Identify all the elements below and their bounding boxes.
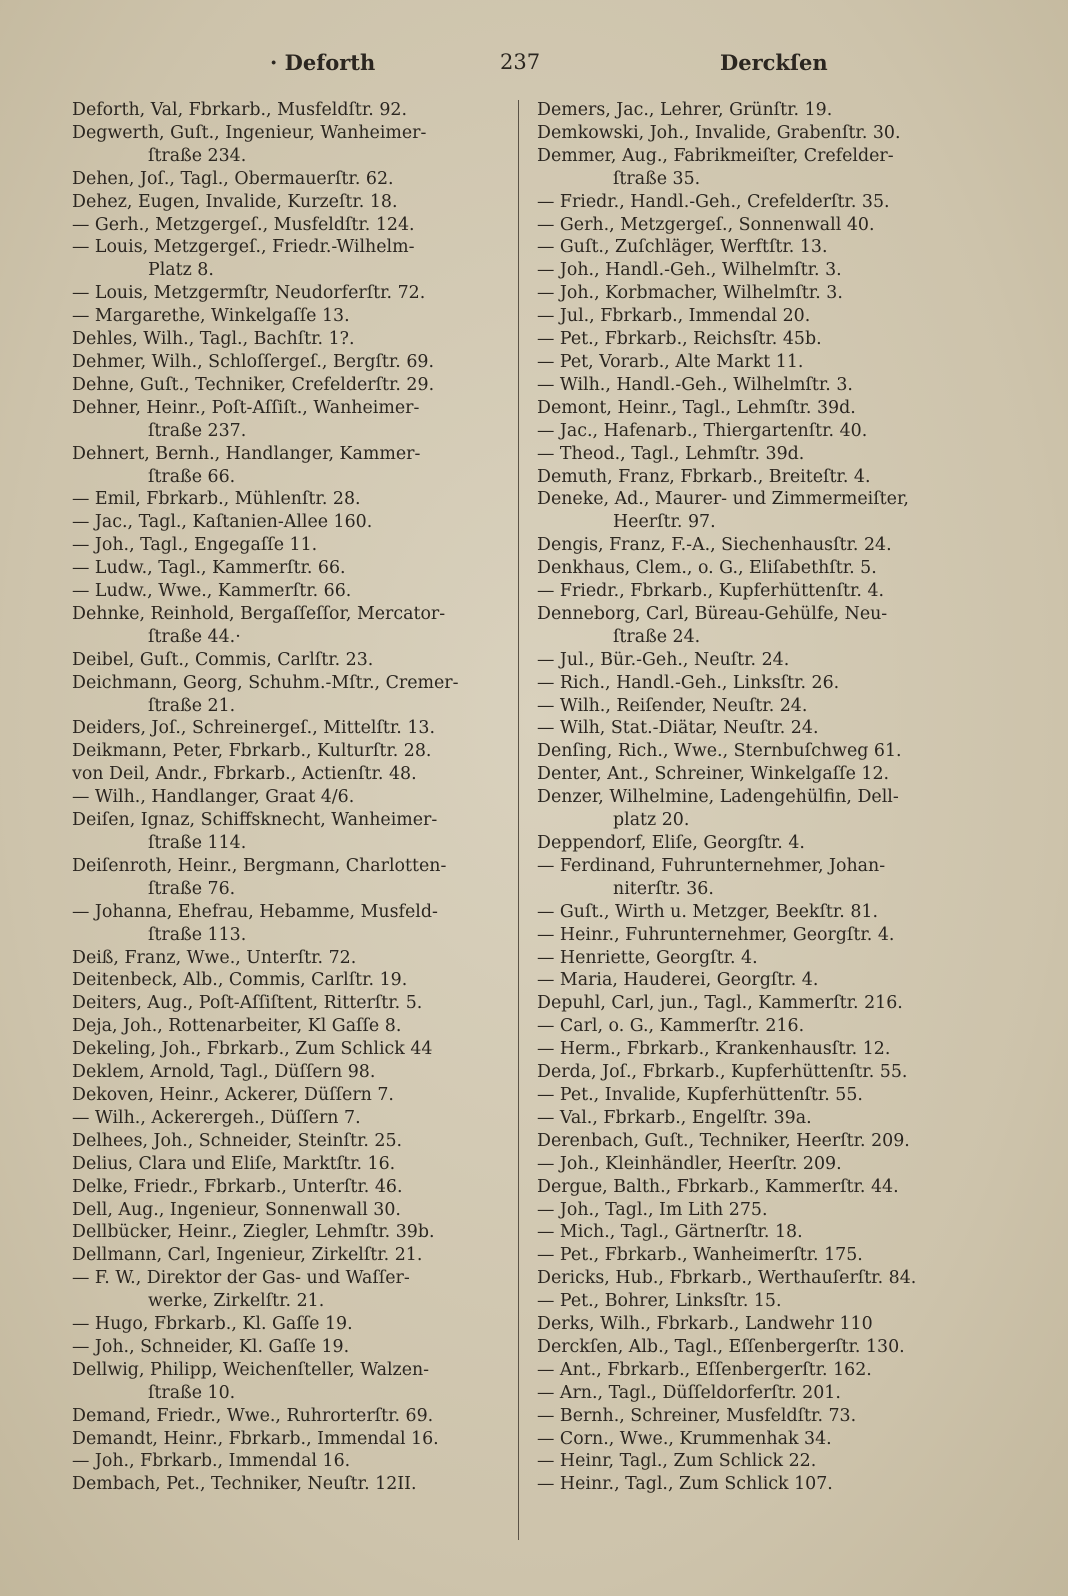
page-number: 237 (500, 50, 541, 74)
directory-entry: — Jac., Hafenarb., Thiergartenſtr. 40. (537, 420, 868, 441)
directory-entry: — Jac., Tagl., Kaſtanien-Allee 160. (72, 512, 373, 533)
directory-entry: — Arn., Tagl., Düſſeldorferſtr. 201. (537, 1382, 841, 1403)
directory-entry: Dellwig, Philipp, Weichenſteller, Walzen- (72, 1359, 430, 1380)
directory-entry: Dell, Aug., Ingenieur, Sonnenwall 30. (72, 1199, 401, 1220)
directory-entry: Demuth, Franz, Fbrkarb., Breiteſtr. 4. (537, 466, 871, 487)
directory-entry: Deklem, Arnold, Tagl., Düſſern 98. (72, 1062, 376, 1083)
directory-entry: — Gerh., Metzgergeſ., Musfeldſtr. 124. (72, 214, 415, 235)
directory-entry: Dellmann, Carl, Ingenieur, Zirkelſtr. 21. (72, 1245, 423, 1266)
directory-entry: — Wilh, Stat.-Diätar, Neuſtr. 24. (537, 718, 819, 739)
directory-entry: — Wilh., Ackerergeh., Düſſern 7. (72, 1107, 361, 1128)
entry-continuation: ſtraße 44.· (148, 626, 241, 647)
directory-entry: — Johanna, Ehefrau, Hebamme, Musfeld- (72, 901, 438, 922)
entry-continuation: ſtraße 66. (148, 466, 236, 487)
directory-entry: Dekoven, Heinr., Ackerer, Düſſern 7. (72, 1084, 394, 1105)
entry-continuation: ſtraße 24. (613, 626, 701, 647)
directory-entry: Dekeling, Joh., Fbrkarb., Zum Schlick 44 (72, 1039, 433, 1060)
entry-continuation: platz 20. (613, 810, 690, 831)
entry-continuation: werke, Zirkelſtr. 21. (148, 1291, 325, 1312)
directory-entry: — Rich., Handl.-Geh., Linksſtr. 26. (537, 672, 840, 693)
page-header (70, 50, 998, 84)
directory-entry: Deppendorf, Eliſe, Georgſtr. 4. (537, 833, 805, 853)
directory-entry: Demand, Friedr., Wwe., Ruhrorterſtr. 69. (72, 1405, 434, 1426)
directory-entry: — Pet., Invalide, Kupferhüttenſtr. 55. (537, 1084, 863, 1105)
directory-entry: Derckſen, Alb., Tagl., Eſſenbergerſtr. 130. (537, 1336, 905, 1357)
directory-entry: — Joh., Kleinhändler, Heerſtr. 209. (537, 1153, 842, 1174)
directory-entry: — Val., Fbrkarb., Engelſtr. 39a. (537, 1107, 812, 1128)
directory-entry: Dehez, Eugen, Invalide, Kurzeſtr. 18. (72, 191, 398, 212)
directory-entry: — Joh., Korbmacher, Wilhelmſtr. 3. (537, 283, 843, 304)
directory-entry: — Jul., Fbrkarb., Immendal 20. (537, 306, 811, 327)
entry-continuation: ſtraße 21. (148, 695, 236, 716)
column-divider (518, 100, 519, 1540)
directory-entry: Delius, Clara und Eliſe, Marktſtr. 16. (72, 1153, 396, 1174)
directory-entry: Dellbücker, Heinr., Ziegler, Lehmſtr. 39b. (72, 1222, 435, 1243)
entry-continuation: ſtraße 76. (148, 878, 236, 899)
directory-entry: Dergue, Balth., Fbrkarb., Kammerſtr. 44. (537, 1176, 899, 1197)
directory-entry: — Bernh., Schreiner, Musfeldſtr. 73. (537, 1405, 857, 1426)
directory-entry: Deiſen, Ignaz, Schiffsknecht, Wanheimer- (72, 810, 438, 831)
directory-entry: — Wilh., Handlanger, Graat 4/6. (72, 787, 355, 808)
directory-entry: Dehnke, Reinhold, Bergaſſeſſor, Mercator- (72, 603, 446, 624)
directory-entry: — Hugo, Fbrkarb., Kl. Gaſſe 19. (72, 1314, 353, 1335)
directory-entry: — Heinr., Fuhrunternehmer, Georgſtr. 4. (537, 924, 895, 945)
directory-entry: — Friedr., Handl.-Geh., Crefelderſtr. 35. (537, 191, 890, 212)
directory-entry: — Ferdinand, Fuhrunternehmer, Johan- (537, 855, 886, 876)
directory-entry: Deichmann, Georg, Schuhm.-Mſtr., Cremer- (72, 672, 459, 693)
directory-entry: — Mich., Tagl., Gärtnerſtr. 18. (537, 1222, 803, 1243)
directory-entry: — Joh., Tagl., Im Lith 275. (537, 1199, 768, 1220)
directory-entry: — Carl, o. G., Kammerſtr. 216. (537, 1016, 805, 1037)
directory-entry: — Theod., Tagl., Lehmſtr. 39d. (537, 443, 805, 464)
directory-entry: Dehner, Heinr., Poſt-Aſſiſt., Wanheimer- (72, 397, 420, 418)
directory-entry: Dericks, Hub., Fbrkarb., Werthauſerſtr. 84. (537, 1268, 917, 1289)
directory-entry: Dehen, Joſ., Tagl., Obermauerſtr. 62. (72, 168, 394, 189)
right-column (537, 99, 977, 1496)
directory-entry: Degwerth, Guſt., Ingenieur, Wanheimer- (72, 122, 427, 143)
entry-continuation: ſtraße 234. (148, 145, 247, 166)
directory-entry: — Pet, Vorarb., Alte Markt 11. (537, 351, 804, 372)
directory-entry: — Friedr., Fbrkarb., Kupferhüttenſtr. 4. (537, 581, 885, 602)
directory-entry: — Corn., Wwe., Krummenhak 34. (537, 1428, 832, 1449)
entry-continuation: ſtraße 114. (148, 833, 247, 853)
directory-entry: — Jul., Bür.-Geh., Neuſtr. 24. (537, 649, 790, 670)
directory-entry: Denzer, Wilhelmine, Ladengehülfin, Dell- (537, 787, 899, 808)
directory-entry: Derenbach, Guſt., Techniker, Heerſtr. 209. (537, 1130, 910, 1151)
directory-entry: von Deil, Andr., Fbrkarb., Actienſtr. 48. (72, 764, 417, 785)
directory-entry: — Margarethe, Winkelgaſſe 13. (72, 306, 350, 327)
directory-entry: — Gerh., Metzgergeſ., Sonnenwall 40. (537, 214, 875, 235)
directory-entry: — Joh., Schneider, Kl. Gaſſe 19. (72, 1336, 350, 1357)
directory-entry: Denſing, Rich., Wwe., Sternbuſchweg 61. (537, 741, 902, 762)
directory-entry: Demkowski, Joh., Invalide, Grabenſtr. 30. (537, 122, 901, 143)
directory-entry: Demers, Jac., Lehrer, Grünſtr. 19. (537, 100, 833, 120)
directory-entry: — Guſt., Zuſchläger, Werftſtr. 13. (537, 237, 828, 258)
directory-entry: — Pet., Bohrer, Linksſtr. 15. (537, 1291, 782, 1312)
directory-entry: Delke, Friedr., Fbrkarb., Unterſtr. 46. (72, 1176, 403, 1197)
directory-entry: Depuhl, Carl, jun., Tagl., Kammerſtr. 216. (537, 993, 903, 1014)
directory-entry: Dehne, Guſt., Techniker, Crefelderſtr. 29. (72, 374, 435, 395)
directory-entry: Denneborg, Carl, Büreau-Gehülfe, Neu- (537, 603, 888, 624)
directory-entry: — Maria, Hauderei, Georgſtr. 4. (537, 970, 819, 991)
directory-entry: Dehmer, Wilh., Schloſſergeſ., Bergſtr. 69. (72, 351, 435, 372)
header-left-keyword: · Deforth (270, 50, 376, 75)
directory-entry: Deikmann, Peter, Fbrkarb., Kulturſtr. 28. (72, 741, 432, 762)
directory-entry: — Ludw., Wwe., Kammerſtr. 66. (72, 581, 352, 602)
directory-entry: Derda, Joſ., Fbrkarb., Kupferhüttenſtr. 55. (537, 1062, 908, 1083)
entry-continuation: niterſtr. 36. (613, 878, 714, 899)
directory-entry: — Ludw., Tagl., Kammerſtr. 66. (72, 558, 346, 579)
directory-entry: Demandt, Heinr., Fbrkarb., Immendal 16. (72, 1428, 439, 1449)
directory-entry: — Guſt., Wirth u. Metzger, Beekſtr. 81. (537, 901, 879, 922)
directory-entry: Denkhaus, Clem., o. G., Eliſabethſtr. 5. (537, 558, 877, 579)
entry-continuation: ſtraße 35. (613, 168, 701, 189)
directory-entry: Deiß, Franz, Wwe., Unterſtr. 72. (72, 947, 357, 968)
directory-entry: Deitenbeck, Alb., Commis, Carlſtr. 19. (72, 970, 408, 991)
directory-entry: Deibel, Guſt., Commis, Carlſtr. 23. (72, 649, 374, 670)
directory-entry: — Joh., Handl.-Geh., Wilhelmſtr. 3. (537, 260, 842, 281)
directory-entry: — Herm., Fbrkarb., Krankenhausſtr. 12. (537, 1039, 891, 1060)
directory-entry: Deforth, Val, Fbrkarb., Musfeldſtr. 92. (72, 100, 407, 120)
directory-entry: — Louis, Metzgergeſ., Friedr.-Wilhelm- (72, 237, 415, 258)
directory-entry: — Heinr., Tagl., Zum Schlick 107. (537, 1474, 833, 1495)
entry-continuation: Platz 8. (148, 260, 214, 281)
directory-entry: Deneke, Ad., Maurer- und Zimmermeiſter, (537, 489, 909, 510)
directory-entry: Deiders, Joſ., Schreinergeſ., Mittelſtr. 13. (72, 718, 435, 739)
directory-entry: Deiters, Aug., Poſt-Aſſiſtent, Ritterſtr. 5. (72, 993, 423, 1014)
directory-entry: — F. W., Direktor der Gas- und Waſſer- (72, 1268, 410, 1289)
directory-entry: — Henriette, Georgſtr. 4. (537, 947, 758, 968)
directory-entry: — Ant., Fbrkarb., Eſſenbergerſtr. 162. (537, 1359, 872, 1380)
entry-continuation: ſtraße 237. (148, 420, 247, 441)
directory-entry: — Pet., Fbrkarb., Reichsſtr. 45b. (537, 329, 822, 350)
directory-entry: Delhees, Joh., Schneider, Steinſtr. 25. (72, 1130, 403, 1151)
directory-entry: Demmer, Aug., Fabrikmeiſter, Crefelder- (537, 145, 894, 166)
directory-entry: Deja, Joh., Rottenarbeiter, Kl Gaſſe 8. (72, 1016, 402, 1037)
directory-entry: — Wilh., Handl.-Geh., Wilhelmſtr. 3. (537, 374, 853, 395)
directory-entry: Dembach, Pet., Techniker, Neuſtr. 12II. (72, 1474, 417, 1495)
header-right-keyword: Derckſen (720, 50, 828, 75)
directory-entry: Dehnert, Bernh., Handlanger, Kammer- (72, 443, 421, 464)
directory-entry: — Heinr, Tagl., Zum Schlick 22. (537, 1451, 817, 1472)
directory-entry: Deiſenroth, Heinr., Bergmann, Charlotten- (72, 855, 447, 876)
directory-entry: — Louis, Metzgermſtr, Neudorferſtr. 72. (72, 283, 426, 304)
entry-continuation: Heerſtr. 97. (613, 512, 716, 533)
entry-continuation: ſtraße 113. (148, 924, 247, 945)
directory-entry: Derks, Wilh., Fbrkarb., Landwehr 110 (537, 1314, 873, 1335)
directory-entry: — Wilh., Reiſender, Neuſtr. 24. (537, 695, 808, 716)
directory-entry: — Joh., Tagl., Engegaſſe 11. (72, 535, 318, 556)
directory-entry: Dengis, Franz, F.-A., Siechenhausſtr. 24. (537, 535, 892, 556)
directory-entry: Demont, Heinr., Tagl., Lehmſtr. 39d. (537, 397, 856, 418)
entry-continuation: ſtraße 10. (148, 1382, 236, 1403)
directory-entry: — Emil, Fbrkarb., Mühlenſtr. 28. (72, 489, 361, 510)
left-column (72, 99, 512, 1496)
directory-entry: Dehles, Wilh., Tagl., Bachſtr. 1?. (72, 329, 355, 350)
directory-entry: — Joh., Fbrkarb., Immendal 16. (72, 1451, 351, 1472)
directory-entry: — Pet., Fbrkarb., Wanheimerſtr. 175. (537, 1245, 863, 1266)
directory-entry: Denter, Ant., Schreiner, Winkelgaſſe 12. (537, 764, 890, 785)
